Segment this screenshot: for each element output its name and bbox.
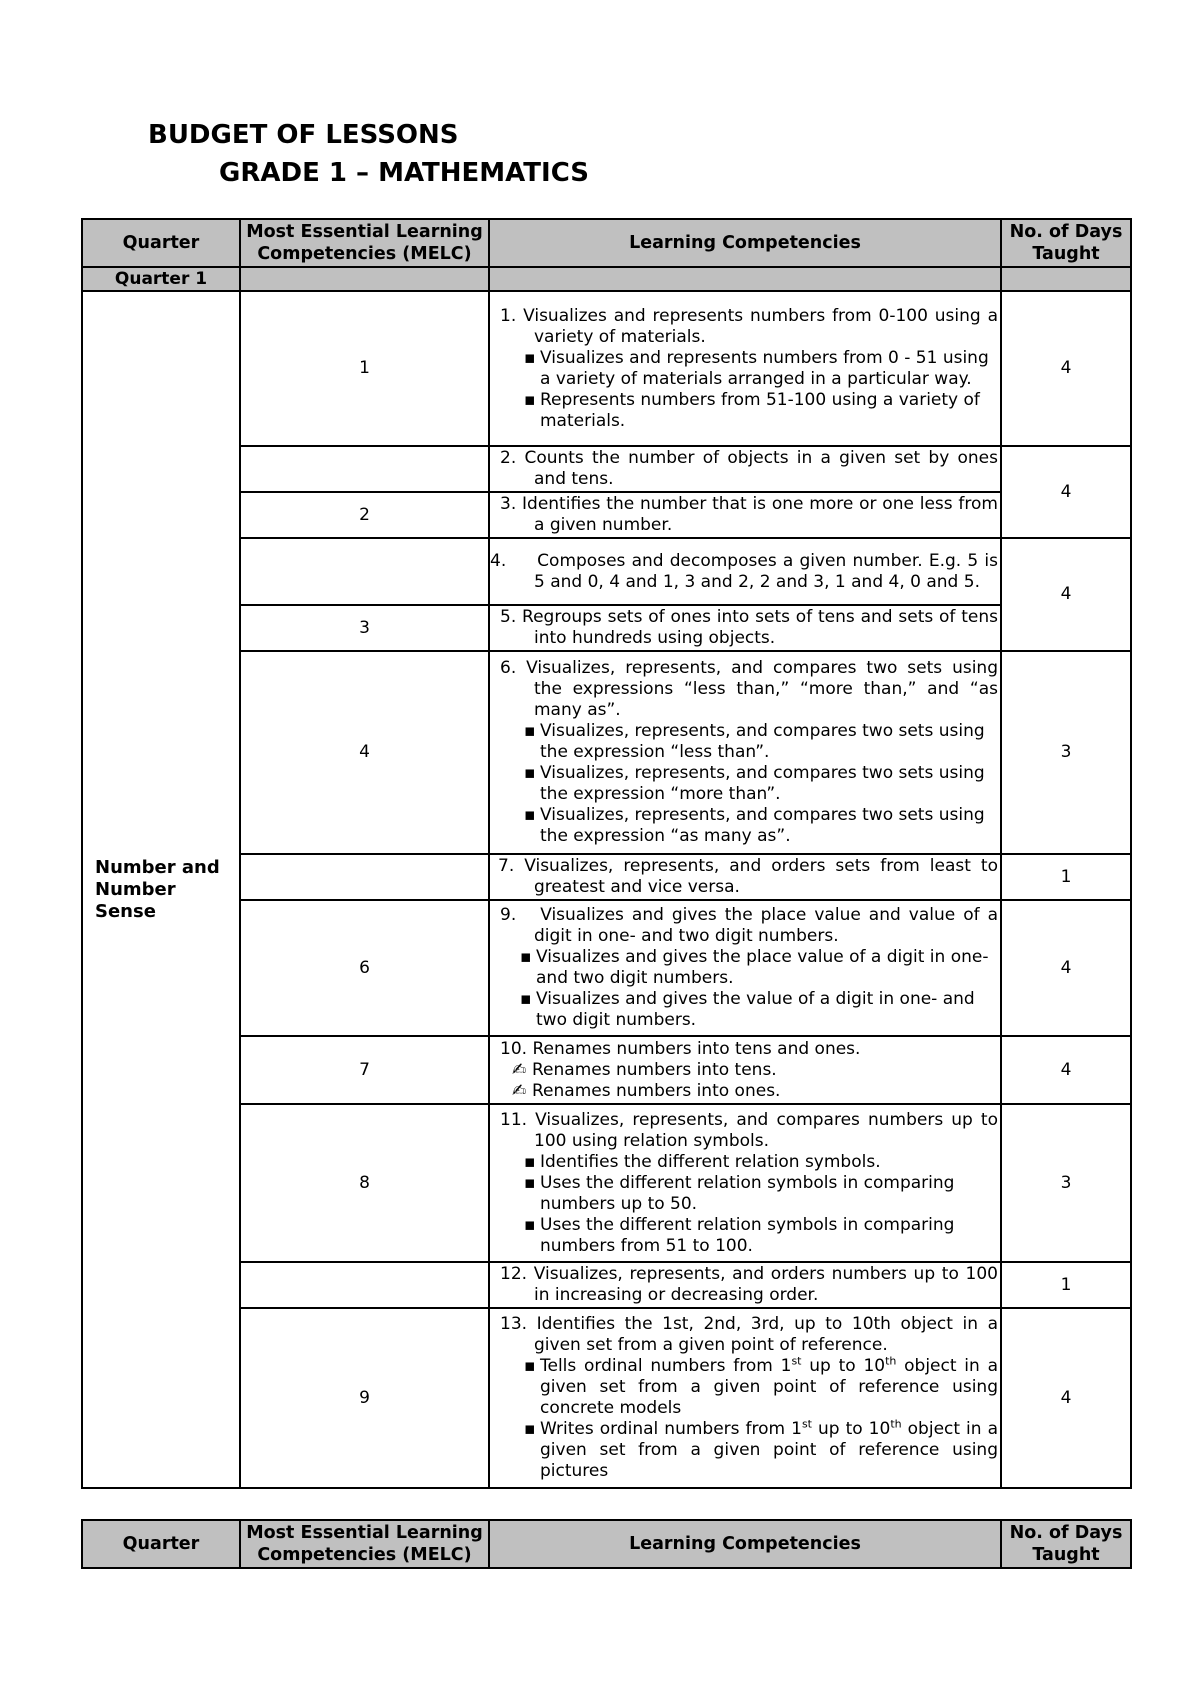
table-row xyxy=(82,446,1131,492)
small-square-bullet-icon: ▪ xyxy=(524,763,536,783)
budget-table xyxy=(81,218,1132,1489)
checkbox-bullet-icon: ✍ xyxy=(512,1059,527,1080)
small-square-bullet-icon: ▪ xyxy=(524,721,536,741)
small-square-bullet-icon: ▪ xyxy=(520,989,532,1009)
sub-competency: ▪ Visualizes, represents, and compares two sets using the expression “as many as”. xyxy=(524,805,985,846)
sub-competency: ▪ Visualizes, represents, and compares two sets using the expression “more than”. xyxy=(524,763,985,804)
melc-number: 9 xyxy=(240,1308,489,1488)
sub-competency: ▪ Uses the different relation symbols in comparing numbers from 51 to 100. xyxy=(524,1214,955,1256)
competency-text: 12. Visualizes, represents, and orders numbers up to 100 in increasing or decreasing order. xyxy=(500,1264,998,1305)
melc-number: 4 xyxy=(240,651,489,854)
table-row xyxy=(82,900,1131,1036)
table-row xyxy=(82,1308,1131,1488)
competency-cell xyxy=(489,1308,1001,1488)
competency-text: 1. Visualizes and represents numbers from 0-100 using a variety of materials. xyxy=(500,305,998,347)
competency-text: 5. Regroups sets of ones into sets of tens and sets of tens into hundreds using objects. xyxy=(500,607,998,648)
table-row xyxy=(82,1262,1131,1308)
sub-competency: ▪ Visualizes, represents, and compares two sets using the expression “less than”. xyxy=(524,721,985,762)
melc-number: 3 xyxy=(240,605,489,651)
melc-number xyxy=(240,538,489,605)
small-square-bullet-icon: ▪ xyxy=(524,389,536,410)
melc-number: 8 xyxy=(240,1104,489,1262)
melc-number xyxy=(240,446,489,492)
table-row xyxy=(82,1036,1131,1104)
strand-cell: Number and Number Sense xyxy=(82,291,240,1488)
table-row xyxy=(82,492,1131,538)
small-square-bullet-icon: ▪ xyxy=(524,805,536,825)
quarter-empty-cell xyxy=(1001,267,1131,291)
days-cell: 1 xyxy=(1001,1262,1131,1308)
competency-text: 6. Visualizes, represents, and compares two sets using the expressions “less than,” “more than,” and “as many as”. xyxy=(500,658,998,720)
days-cell: 4 xyxy=(1001,538,1131,651)
sub-competency: ▪ Uses the different relation symbols in comparing numbers up to 50. xyxy=(524,1172,955,1214)
competency-cell xyxy=(489,446,1001,492)
competency-cell xyxy=(489,854,1001,900)
competency-text: 3. Identifies the number that is one more or one less from a given number. xyxy=(500,494,998,535)
sub-competency: ▪ Writes ordinal numbers from 1st up to 10th object in a given set from a given point of reference using pictures xyxy=(524,1417,998,1481)
table-header-row xyxy=(82,1520,1131,1568)
melc-number: 2 xyxy=(240,492,489,538)
competency-cell xyxy=(489,900,1004,1036)
sub-competency: ✍ Renames numbers into tens. xyxy=(512,1059,777,1080)
document-subtitle: GRADE 1 – MATHEMATICS xyxy=(219,158,589,188)
small-square-bullet-icon: ▪ xyxy=(520,947,532,967)
header-melc: Most Essential Learning Competencies (MELC) xyxy=(240,1520,489,1568)
competency-cell xyxy=(489,1262,1001,1308)
sub-competency: ▪ Visualizes and represents numbers from 0 - 51 using a variety of materials arranged in a particular way. xyxy=(524,347,989,389)
competency-cell xyxy=(489,291,1001,446)
competency-cell xyxy=(489,651,1001,854)
melc-number: 1 xyxy=(240,291,489,446)
quarter-label: Quarter 1 xyxy=(82,267,240,291)
quarter-empty-cell xyxy=(240,267,489,291)
competency-text: 7. Visualizes, represents, and orders sets from least to greatest and vice versa. xyxy=(498,856,998,897)
days-cell: 3 xyxy=(1001,1104,1131,1262)
sub-competency: ✍ Renames numbers into ones. xyxy=(512,1080,781,1101)
checkbox-bullet-icon: ✍ xyxy=(512,1080,527,1101)
competency-cell xyxy=(489,492,1001,538)
competency-cell xyxy=(489,1104,1001,1262)
melc-number xyxy=(240,1262,489,1308)
small-square-bullet-icon: ▪ xyxy=(524,1151,536,1172)
days-cell: 4 xyxy=(1001,1036,1131,1104)
small-square-bullet-icon: ▪ xyxy=(524,1356,536,1376)
quarter-row xyxy=(82,267,1131,291)
header-melc: Most Essential Learning Competencies (MELC) xyxy=(240,219,489,267)
competency-text: 11. Visualizes, represents, and compares numbers up to 100 using relation symbols. xyxy=(500,1109,998,1151)
table-header-row xyxy=(82,219,1131,267)
competency-text: 10. Renames numbers into tens and ones. xyxy=(500,1038,861,1059)
days-cell: 4 xyxy=(1001,1308,1131,1488)
days-cell: 3 xyxy=(1001,651,1131,854)
competency-cell xyxy=(489,1036,1001,1104)
header-learning-competencies: Learning Competencies xyxy=(489,1520,1001,1568)
days-cell: 4 xyxy=(1001,291,1131,446)
header-quarter: Quarter xyxy=(82,219,240,267)
table-row xyxy=(82,291,1131,446)
table-row xyxy=(82,538,1131,605)
table-row xyxy=(82,605,1131,651)
header-quarter: Quarter xyxy=(82,1520,240,1568)
competency-text: 2. Counts the number of objects in a given set by ones and tens. xyxy=(500,448,998,489)
small-square-bullet-icon: ▪ xyxy=(524,1214,536,1235)
header-learning-competencies: Learning Competencies xyxy=(489,219,1001,267)
melc-number: 6 xyxy=(240,900,489,1036)
days-cell: 1 xyxy=(1001,854,1131,900)
sub-competency: ▪ Visualizes and gives the value of a digit in one- and two digit numbers. xyxy=(520,989,975,1030)
sub-competency: ▪ Identifies the different relation symbols. xyxy=(524,1151,881,1172)
days-cell: 4 xyxy=(1001,446,1131,538)
small-square-bullet-icon: ▪ xyxy=(524,1172,536,1193)
sub-competency: ▪ Represents numbers from 51-100 using a variety of materials. xyxy=(524,389,980,431)
sub-competency: ▪ Tells ordinal numbers from 1st up to 10th object in a given set from a given point of reference using concrete models xyxy=(524,1354,998,1418)
header-days-taught: No. of Days Taught xyxy=(1001,219,1131,267)
competency-cell xyxy=(489,538,1004,605)
competency-cell xyxy=(489,605,1001,651)
table-row xyxy=(82,854,1131,900)
melc-number: 7 xyxy=(240,1036,489,1104)
competency-text: 4. Composes and decomposes a given number. E.g. 5 is 5 and 0, 4 and 1, 3 and 2, 2 and 3, 1 and 4, 0 and 5. xyxy=(490,550,1004,592)
table-row xyxy=(82,651,1131,854)
melc-number xyxy=(240,854,489,900)
days-cell: 4 xyxy=(1001,900,1131,1036)
sub-competency: ▪ Visualizes and gives the place value of a digit in one- and two digit numbers. xyxy=(520,947,989,988)
budget-table-continued xyxy=(81,1519,1132,1569)
document-title: BUDGET OF LESSONS xyxy=(148,120,459,150)
competency-text: 13. Identifies the 1st, 2nd, 3rd, up to 10th object in a given set from a given point of reference. xyxy=(500,1314,998,1355)
competency-text: 9. Visualizes and gives the place value and value of a digit in one- and two digit numbers. xyxy=(500,905,1004,946)
table-row xyxy=(82,1104,1131,1262)
small-square-bullet-icon: ▪ xyxy=(524,1419,536,1439)
small-square-bullet-icon: ▪ xyxy=(524,347,536,368)
quarter-empty-cell xyxy=(489,267,1001,291)
header-days-taught: No. of Days Taught xyxy=(1001,1520,1131,1568)
